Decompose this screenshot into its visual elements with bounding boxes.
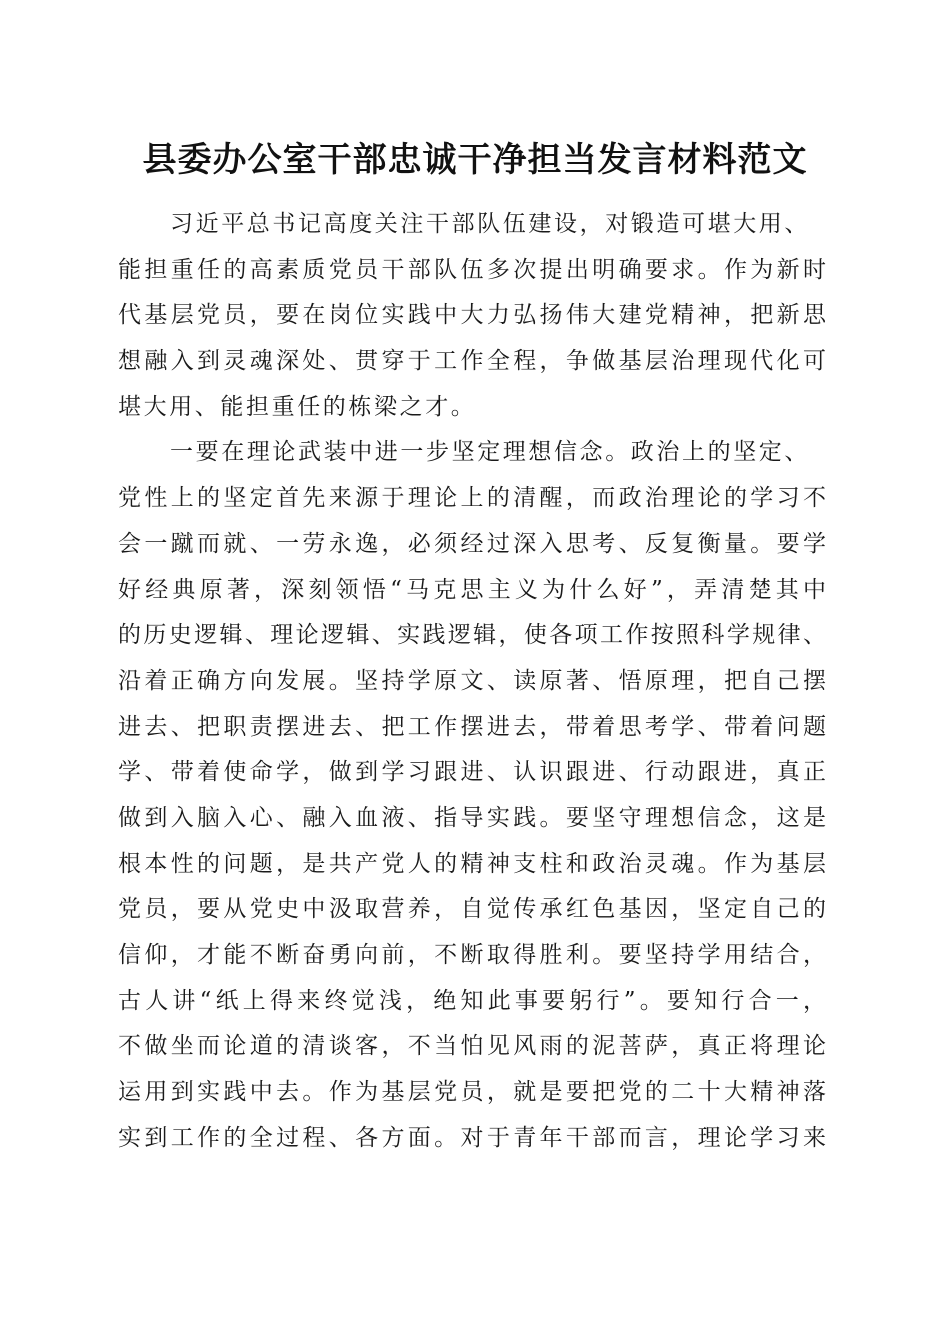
text-line: 做到入脑入心、融入血液、指导实践。要坚守理想信念，这是 <box>118 804 826 831</box>
text-line: 堪大用、能担重任的栋梁之才。 <box>118 393 477 420</box>
text-line: 学、带着使命学，做到学习跟进、认识跟进、行动跟进，真正 <box>118 759 826 786</box>
text-line: 能担重任的高素质党员干部队伍多次提出明确要求。作为新时 <box>118 256 826 283</box>
text-line: 党员，要从党史中汲取营养，自觉传承红色基因，坚定自己的 <box>118 896 826 923</box>
text-line: 代基层党员，要在岗位实践中大力弘扬伟大建党精神，把新思 <box>118 302 826 329</box>
paragraph-intro <box>118 202 826 430</box>
text-line: 不做坐而论道的清谈客，不当怕见风雨的泥菩萨，真正将理论 <box>118 1033 826 1060</box>
text-line: 进去、把职责摆进去、把工作摆进去，带着思考学、带着问题 <box>118 713 826 740</box>
text-line: 沿着正确方向发展。坚持学原文、读原著、悟原理，把自己摆 <box>118 667 826 694</box>
document-title: 县委办公室干部忠诚干净担当发言材料范文 <box>142 140 808 180</box>
text-line: 好经典原著，深刻领悟“马克思主义为什么好”，弄清楚其中 <box>118 576 826 603</box>
text-line: 的历史逻辑、理论逻辑、实践逻辑，使各项工作按照科学规律、 <box>118 622 826 649</box>
text-line: 运用到实践中去。作为基层党员，就是要把党的二十大精神落 <box>118 1079 826 1106</box>
text-line: 党性上的坚定首先来源于理论上的清醒，而政治理论的学习不 <box>118 485 826 512</box>
text-line: 根本性的问题，是共产党人的精神支柱和政治灵魂。作为基层 <box>118 850 826 877</box>
text-line: 一要在理论武装中进一步坚定理想信念。政治上的坚定、 <box>170 439 810 466</box>
paragraph-theory <box>118 430 826 1161</box>
document-body <box>118 202 826 1161</box>
text-line: 实到工作的全过程、各方面。对于青年干部而言，理论学习来 <box>118 1124 826 1151</box>
text-line: 信仰，才能不断奋勇向前，不断取得胜利。要坚持学用结合， <box>118 942 826 968</box>
text-line: 会一蹴而就、一劳永逸，必须经过深入思考、反复衡量。要学 <box>118 530 826 557</box>
text-line: 古人讲“纸上得来终觉浅，绝知此事要躬行”。要知行合一， <box>118 987 826 1014</box>
text-line: 想融入到灵魂深处、贯穿于工作全程，争做基层治理现代化可 <box>118 348 826 375</box>
text-line: 习近平总书记高度关注干部队伍建设，对锻造可堪大用、 <box>170 211 810 237</box>
